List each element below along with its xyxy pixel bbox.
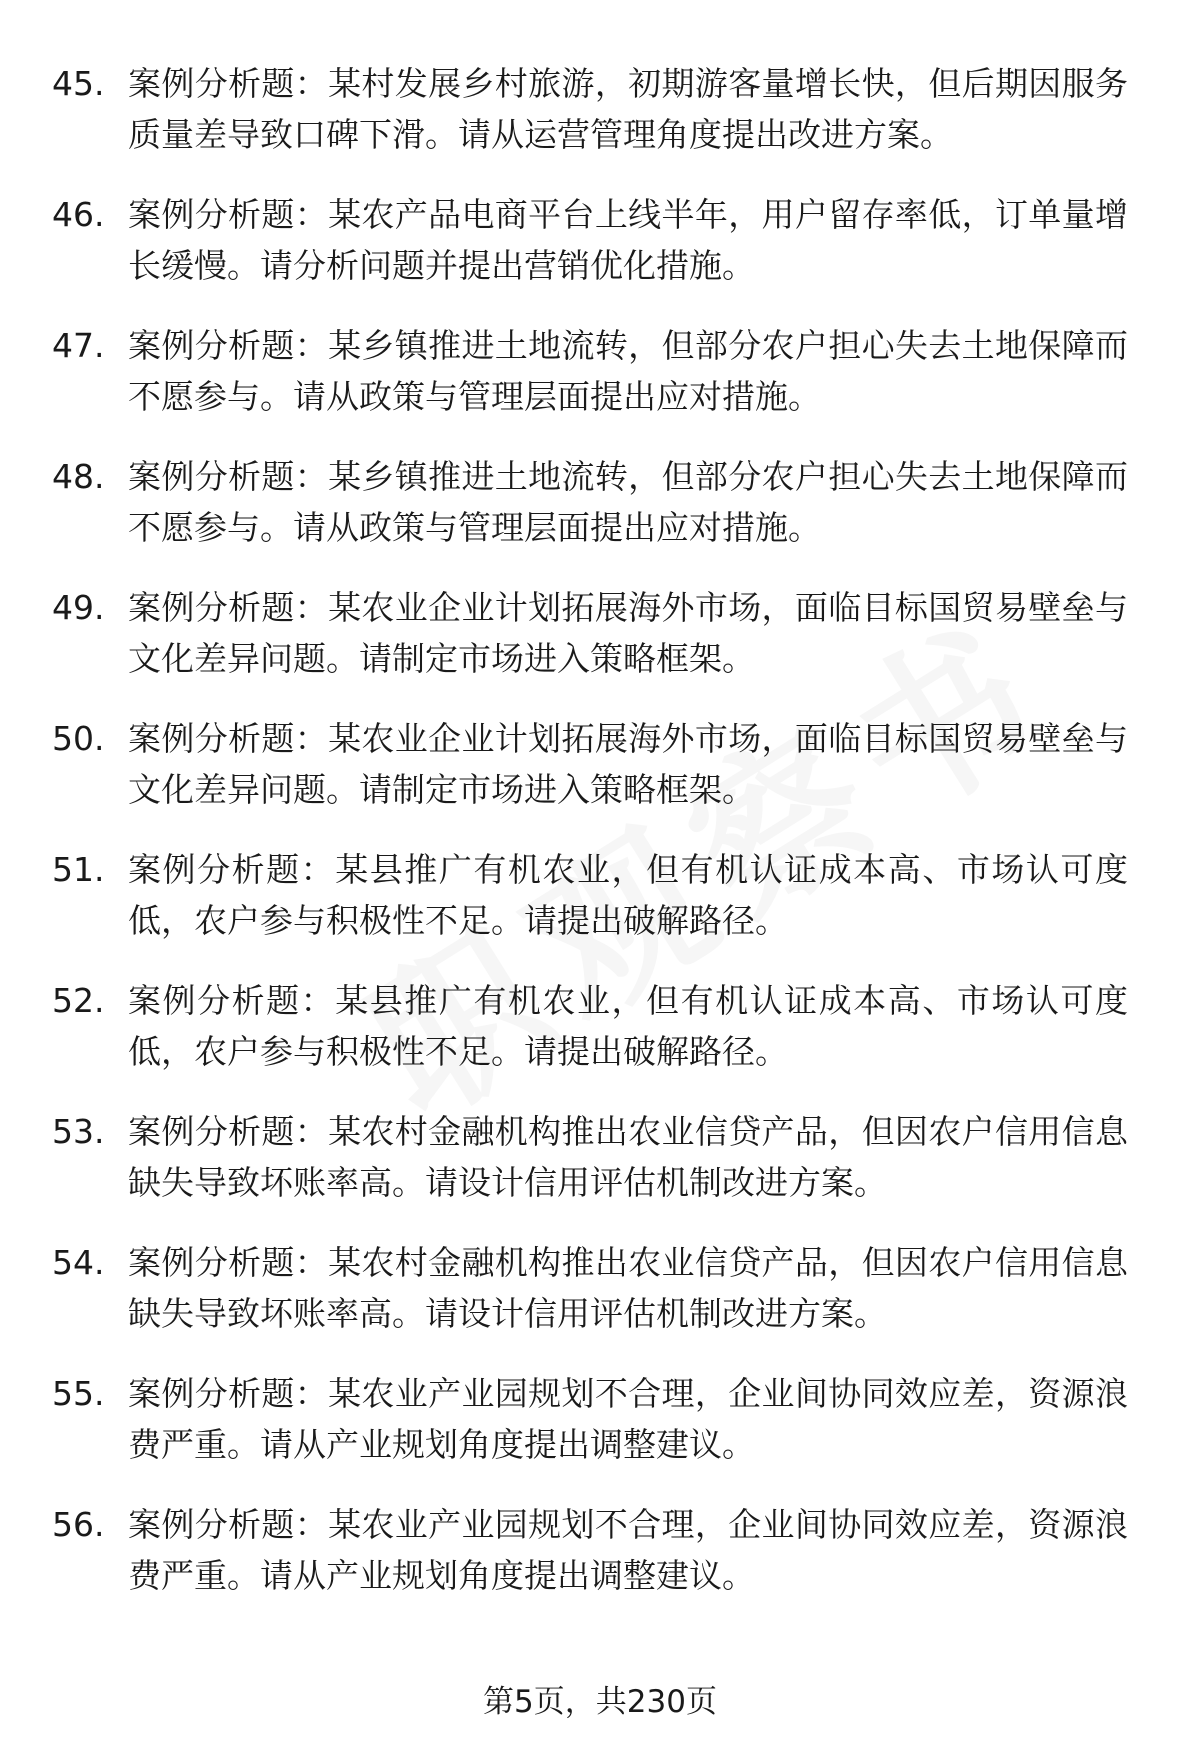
- question-number: 47.: [52, 326, 105, 365]
- question-text: 案例分析题：某县推广有机农业，但有机认证成本高、市场认可度低，农户参与积极性不足。请提出破解路径。: [128, 981, 1128, 1071]
- question-item: [52, 58, 1152, 189]
- question-list: [52, 58, 1152, 1630]
- question-number: 52.: [52, 981, 105, 1020]
- question-text: 案例分析题：某农村金融机构推出农业信贷产品，但因农户信用信息缺失导致坏账率高。请设计信用评估机制改进方案。: [128, 1243, 1128, 1333]
- question-number: 54.: [52, 1243, 105, 1282]
- question-number: 45.: [52, 64, 105, 103]
- question-number: 56.: [52, 1505, 105, 1544]
- question-item: [52, 975, 1152, 1106]
- question-item: [52, 844, 1152, 975]
- question-text: 案例分析题：某村发展乡村旅游，初期游客量增长快，但后期因服务质量差导致口碑下滑。请从运营管理角度提出改进方案。: [128, 64, 1128, 154]
- question-item: [52, 1368, 1152, 1499]
- question-number: 48.: [52, 457, 105, 496]
- question-number: 55.: [52, 1374, 105, 1413]
- question-text: 案例分析题：某农业产业园规划不合理，企业间协同效应差，资源浪费严重。请从产业规划角度提出调整建议。: [128, 1374, 1128, 1464]
- question-item: [52, 582, 1152, 713]
- question-text: 案例分析题：某农产品电商平台上线半年，用户留存率低，订单量增长缓慢。请分析问题并提出营销优化措施。: [128, 195, 1128, 285]
- question-text: 案例分析题：某农村金融机构推出农业信贷产品，但因农户信用信息缺失导致坏账率高。请设计信用评估机制改进方案。: [128, 1112, 1128, 1202]
- question-text: 案例分析题：某乡镇推进土地流转，但部分农户担心失去土地保障而不愿参与。请从政策与管理层面提出应对措施。: [128, 457, 1128, 547]
- question-item: [52, 1106, 1152, 1237]
- question-number: 53.: [52, 1112, 105, 1151]
- question-item: [52, 189, 1152, 320]
- question-item: [52, 320, 1152, 451]
- question-item: [52, 713, 1152, 844]
- question-item: [52, 1499, 1152, 1630]
- question-text: 案例分析题：某农业企业计划拓展海外市场，面临目标国贸易壁垒与文化差异问题。请制定市场进入策略框架。: [128, 719, 1128, 809]
- question-item: [52, 1237, 1152, 1368]
- question-number: 46.: [52, 195, 105, 234]
- question-item: [52, 451, 1152, 582]
- question-text: 案例分析题：某乡镇推进土地流转，但部分农户担心失去土地保障而不愿参与。请从政策与管理层面提出应对措施。: [128, 326, 1128, 416]
- question-text: 案例分析题：某农业产业园规划不合理，企业间协同效应差，资源浪费严重。请从产业规划角度提出调整建议。: [128, 1505, 1128, 1595]
- question-text: 案例分析题：某农业企业计划拓展海外市场，面临目标国贸易壁垒与文化差异问题。请制定市场进入策略框架。: [128, 588, 1128, 678]
- question-number: 51.: [52, 850, 105, 889]
- question-number: 50.: [52, 719, 105, 758]
- question-number: 49.: [52, 588, 105, 627]
- page-footer: 第5页，共230页: [483, 1684, 717, 1720]
- question-text: 案例分析题：某县推广有机农业，但有机认证成本高、市场认可度低，农户参与积极性不足。请提出破解路径。: [128, 850, 1128, 940]
